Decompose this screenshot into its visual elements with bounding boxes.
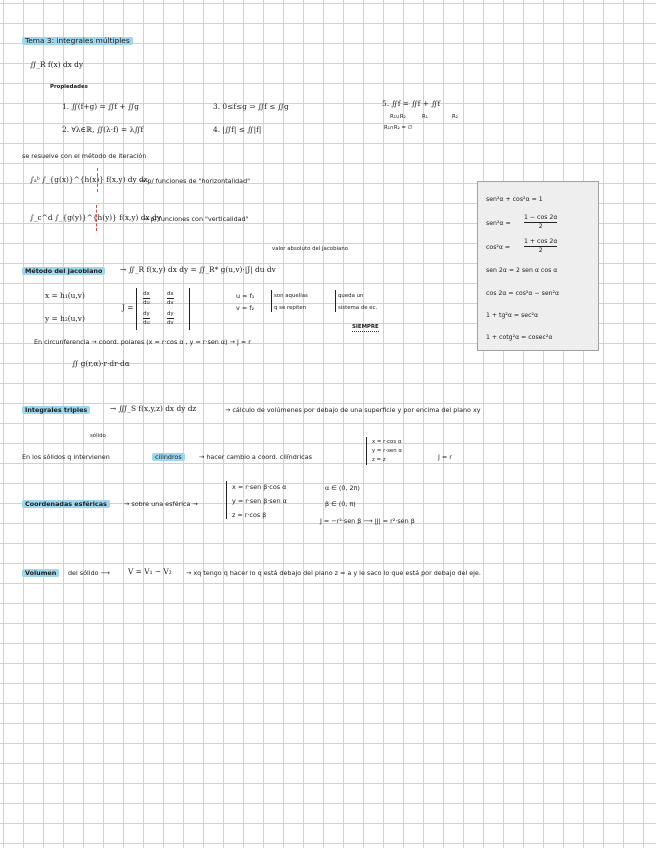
always-note: SIEMPRE [352, 324, 379, 330]
triple-integral-formula: → ∭_S f(x,y,z) dx dy dz [110, 404, 197, 413]
brace-note: son aquellas [274, 293, 308, 299]
alpha-range: α ∈ (0, 2π) [325, 484, 360, 492]
abs-jacobian-note: valor absoluto del jacobiano [272, 246, 349, 252]
spherical-z: z = r·cos β [232, 511, 267, 519]
trig-identity: sen 2α = 2 sen α cos α [486, 267, 558, 274]
iterated-integral-dxdy: ∫_c^d ∫_{g(y)}^{h(y)} f(x,y) dx dy [30, 213, 161, 222]
volume-text: del sólido ⟶ [68, 569, 110, 577]
trig-identity: sen²α = [486, 220, 511, 227]
page-title: Tema 3: integrales múltiples [22, 37, 133, 45]
property-5-sub-r2: R₂ [452, 114, 458, 120]
brace [332, 290, 336, 312]
brace-note: sistema de ec. [338, 305, 378, 311]
triple-integral-note: → cálculo de volúmenes por debajo de una superficie y por encima del plano xy [225, 406, 481, 414]
property-5: 5. ∬f = ∬f + ∬f [382, 99, 441, 108]
solid-label: sólido [90, 433, 106, 439]
cylinders-word: cilindros [152, 453, 185, 461]
cylindrical-z: z = z [372, 457, 386, 463]
property-5-sub-union: R₁∪R₂ [390, 114, 406, 120]
divider-mark [96, 205, 97, 231]
brace-note: q se repiten [274, 305, 307, 311]
trig-identity: cos 2α = cos²α − sen²α [486, 290, 560, 297]
volume-explanation: → xq tengo q hacer lo q está debajo del plano z = a y le saco lo que está por debajo del eje. [186, 569, 481, 577]
definition-integral: ∬_R f(x) dx dy [30, 60, 84, 69]
trig-identity: sen²α + cos²α = 1 [486, 196, 543, 203]
jacobian-matrix: $\frac{dx}{du}$ $\frac{dx}{dv}$ $\frac{dy}{du}$ $\frac{dy}{dv}$ [136, 288, 190, 330]
brace [366, 437, 370, 465]
volume-formula: V = V₁ − V₂ [128, 567, 172, 576]
spherical-coordinates-label: Coordenadas esféricas [22, 500, 110, 508]
cylinders-intro: En los sólidos q intervienen [22, 453, 110, 461]
u-equation: u = f₁ [236, 292, 255, 300]
volume-label: Volumen [22, 569, 59, 577]
trig-fraction: $\frac{1 + \cos 2\alpha}{2}$ [524, 238, 558, 254]
cylinders-change: → hacer cambio a coord. cilíndricas [199, 453, 312, 461]
brace [268, 290, 272, 312]
iterated-note-vertical: → p/ funciones con "verticalidad" [143, 215, 249, 223]
jacobian-change-formula: → ∬_R f(x,y) dx dy = ∬_R* g(u,v)·|J| du dv [120, 265, 276, 274]
trig-identity: cos²α = [486, 244, 511, 251]
property-2: 2. ∀λ∈ℝ, ∬(λ·f) = λ∬f [62, 125, 144, 134]
iterated-integral-dydx: ∫ₐᵇ ∫_{g(x)}^{h(x)} f(x,y) dy dx [30, 175, 148, 184]
cylindrical-x: x = r·cos α [372, 439, 402, 445]
jacobian-symbol: J = [122, 303, 134, 312]
brace-note: queda un [338, 293, 364, 299]
brace [226, 481, 230, 519]
property-3: 3. 0≤f≤g ⇒ ∬f ≤ ∬g [213, 102, 289, 111]
polar-coordinates-line: En circunferencia → coord. polares (x = r·cos α , y = r·sen α) → J = r [34, 338, 251, 346]
spherical-x: x = r·sen β·cos α [232, 483, 287, 491]
y-equation: y = h₂(u,v) [45, 314, 85, 323]
property-1: 1. ∬(f+g) = ∬f + ∬g [62, 102, 139, 111]
property-5-note: R₁∩R₂ = ∅ [384, 125, 413, 131]
iterated-note-horizontal: → p/ funciones de "horizontalidad" [140, 177, 251, 185]
polar-integral: ∬ g(r,α)·r·dr·dα [72, 359, 130, 368]
cylindrical-jacobian: J = r [438, 453, 452, 461]
property-4: 4. |∬f| ≤ ∬|f| [213, 125, 262, 134]
iteration-intro: se resuelve con el método de iteración [22, 152, 147, 160]
jacobian-method-label: Método del jacobiano [22, 267, 105, 275]
cylindrical-y: y = r·sen α [372, 448, 402, 454]
spherical-jacobian: J = −r²·sen β ⟶ |J| = r²·sen β [320, 517, 415, 525]
divider-mark [97, 168, 98, 192]
trig-identity: 1 + cotg²α = cosec²α [486, 334, 553, 341]
v-equation: v = f₂ [236, 304, 255, 312]
triple-integrals-label: Integrales triples [22, 406, 90, 414]
trig-fraction: $\frac{1 - \cos 2\alpha}{2}$ [524, 214, 558, 230]
properties-label: Propiedades [50, 84, 88, 90]
trig-identity: 1 + tg²α = sec²α [486, 312, 539, 319]
trig-identities-box [477, 181, 599, 351]
property-5-sub-r1: R₁ [422, 114, 428, 120]
spherical-y: y = r·sen β·sen α [232, 497, 287, 505]
spherical-intro: → sobre una esférica → [124, 500, 198, 508]
x-equation: x = h₁(u,v) [45, 291, 85, 300]
beta-range: β ∈ (0, π) [325, 500, 356, 508]
